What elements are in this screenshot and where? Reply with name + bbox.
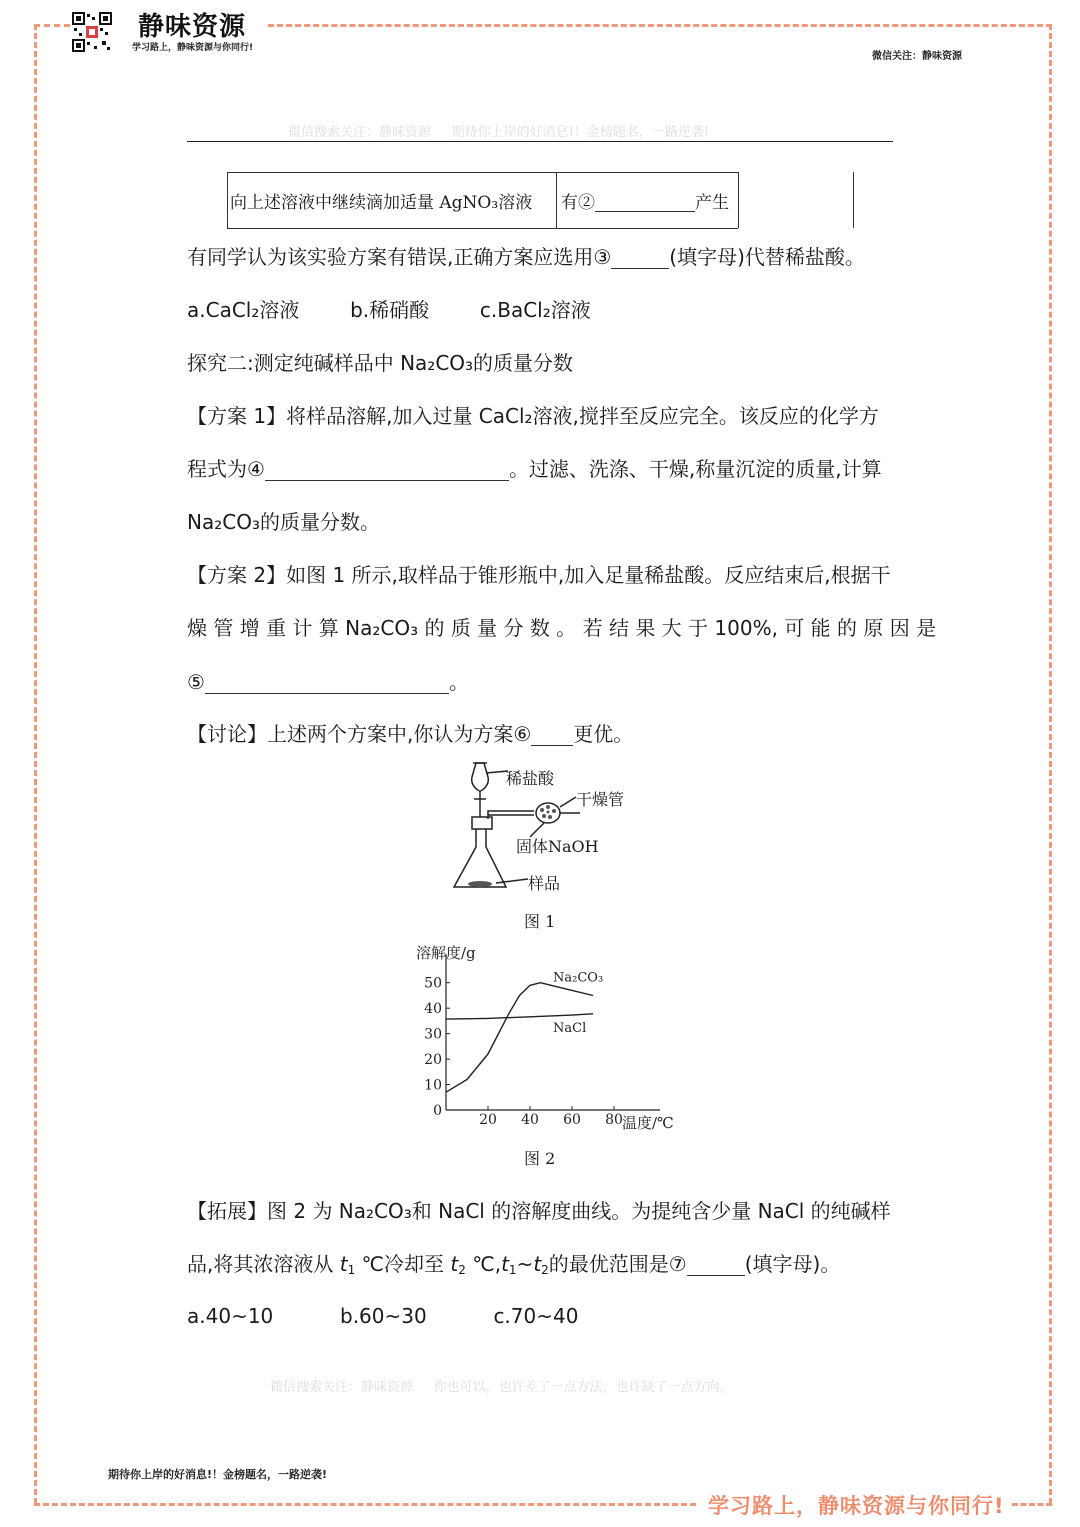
t1-subscript: 1 [508,1263,517,1277]
watermark-bottom: 微信搜索关注：静味资源 你也可以，也许差了一点方法，也许缺了一点方向。 [270,1380,733,1395]
table-cell-operation: 向上述溶液中继续滴加适量 AgNO₃溶液 [230,192,533,213]
y-tick-label: 0 [433,1103,442,1119]
footer-slogan: 期待你上岸的好消息!！金榜题名，一路逆袭! [108,1468,328,1481]
y-tick-label: 20 [424,1052,442,1069]
option-a: a.CaCl₂溶液 [187,298,300,322]
t2-subscript: 2 [458,1263,466,1277]
option-b: b.稀硝酸 [350,298,430,322]
label-drying-tube: 干燥管 [576,790,625,809]
plan1-suffix: 。过滤、洗涤、干燥,称量沉淀的质量,计算 [508,457,882,481]
discussion [187,722,633,746]
footer-brand-slogan: 学习路上，静味资源与你同行! [708,1494,1005,1518]
conical-flask [454,829,506,887]
label-naoh: 固体NaOH [516,837,599,856]
answer-blank-6[interactable] [531,723,573,746]
y-tick-label: 10 [424,1077,442,1094]
option-b: b.60~30 [340,1304,427,1328]
table-cell-suffix: 产生 [695,192,729,213]
discussion-suffix: 更优。 [573,722,634,746]
plan2-line3 [187,670,469,694]
extension-text: ℃, [465,1252,502,1276]
wechat-follow: 微信关注：静味资源 [872,51,962,62]
option-c: c.BaCl₂溶液 [479,298,591,322]
plan2-prefix: ⑤ [187,670,205,694]
series-line [446,983,593,1092]
plan2-line1: 【方案 2】如图 1 所示,取样品于锥形瓶中,加入足量稀盐酸。反应结束后,根据干 [187,563,891,587]
t2-subscript: 2 [541,1263,549,1277]
plan1-line2 [187,457,882,481]
extension-line1: 【拓展】图 2 为 Na₂CO₃和 NaCl 的溶解度曲线。为提纯含少量 NaCl 的纯碱样 [187,1199,891,1223]
separatory-funnel [472,763,489,791]
x-tick-label: 40 [521,1112,539,1128]
brand-title: 静味资源 [138,12,247,42]
frame-border [34,1503,696,1506]
answer-blank-4[interactable] [265,458,509,481]
extension-text: (填字母)。 [744,1252,841,1276]
answer-blank-5[interactable] [205,671,449,694]
frame-border [34,24,70,27]
series-label: Na₂CO₃ [553,970,604,986]
table-border [227,172,228,228]
x-tick-label: 80 [605,1112,623,1128]
discussion-text: 【讨论】上述两个方案中,你认为方案⑥ [187,722,532,746]
header-rule [187,141,893,142]
extension-text: 品,将其浓溶液从 [187,1252,340,1276]
extension-line2 [187,1252,840,1276]
question-3 [187,245,865,269]
answer-blank-7[interactable] [687,1253,745,1276]
plan1-line1: 【方案 1】将样品溶解,加入过量 CaCl₂溶液,搅拌至反应完全。该反应的化学方 [187,404,879,428]
plan2-suffix: 。 [448,670,469,694]
frame-border [268,24,1052,27]
watermark-top: 微信搜索关注：静味资源 期待你上岸的好消息!！金榜题名，一路逆袭! [288,125,710,140]
plan1-line3: Na₂CO₃的质量分数。 [187,510,380,534]
frame-border [34,24,37,1504]
section-heading: 探究二:测定纯碱样品中 Na₂CO₃的质量分数 [187,351,574,375]
option-c: c.70~40 [493,1304,579,1328]
tilde: ~ [516,1252,534,1276]
brand-slogan: 学习路上，静味资源与你同行! [132,43,254,53]
t2-symbol: t [450,1252,459,1276]
x-tick-label: 60 [563,1112,581,1128]
plan2-line2: 燥 管 增 重 计 算 Na₂CO₃ 的 质 量 分 数 。 若 结 果 大 于 100%, 可 能 的 原 因 是 [187,616,937,640]
answer-blank-2[interactable] [595,189,695,212]
figure-2-caption: 图 2 [524,1149,556,1168]
frame-border [1049,24,1052,1504]
frame-border [1012,1503,1052,1506]
q3-options [187,298,591,322]
question-suffix: (填字母)代替稀盐酸。 [669,245,865,269]
series-line [446,1014,593,1019]
table-border [227,228,738,229]
table-cell-phenomenon [561,172,737,228]
stopper [472,817,492,829]
table-cell-prefix: 有② [561,192,595,213]
figure-1-caption: 图 1 [524,912,556,931]
extension-text: 的最优范围是⑦ [548,1252,687,1276]
table-border [853,172,854,228]
label-sample: 样品 [528,874,561,893]
y-tick-label: 40 [424,1001,442,1018]
table-border [738,172,739,228]
question-text: 有同学认为该实验方案有错误,正确方案应选用③ [187,245,612,269]
x-tick-label: 20 [479,1112,497,1128]
figure-2-solubility-chart [400,938,680,1138]
extension-text: ℃冷却至 [355,1252,451,1276]
extension-options [187,1304,578,1328]
option-a: a.40~10 [187,1304,274,1328]
experiment-table-row [227,172,854,228]
table-border [556,172,557,228]
qr-code-icon [72,12,112,52]
y-axis-label: 溶解度/g [416,944,476,962]
plan1-prefix: 程式为④ [187,457,265,481]
t1-symbol: t [339,1252,348,1276]
t1-subscript: 1 [347,1263,356,1277]
y-tick-label: 50 [424,975,442,992]
answer-blank-3[interactable] [611,246,669,269]
y-tick-label: 30 [424,1026,442,1043]
label-acid: 稀盐酸 [506,769,555,788]
t1-symbol: t [501,1252,509,1276]
x-axis-label: 温度/℃ [622,1114,674,1132]
t2-symbol: t [533,1252,542,1276]
series-label: NaCl [553,1020,587,1036]
